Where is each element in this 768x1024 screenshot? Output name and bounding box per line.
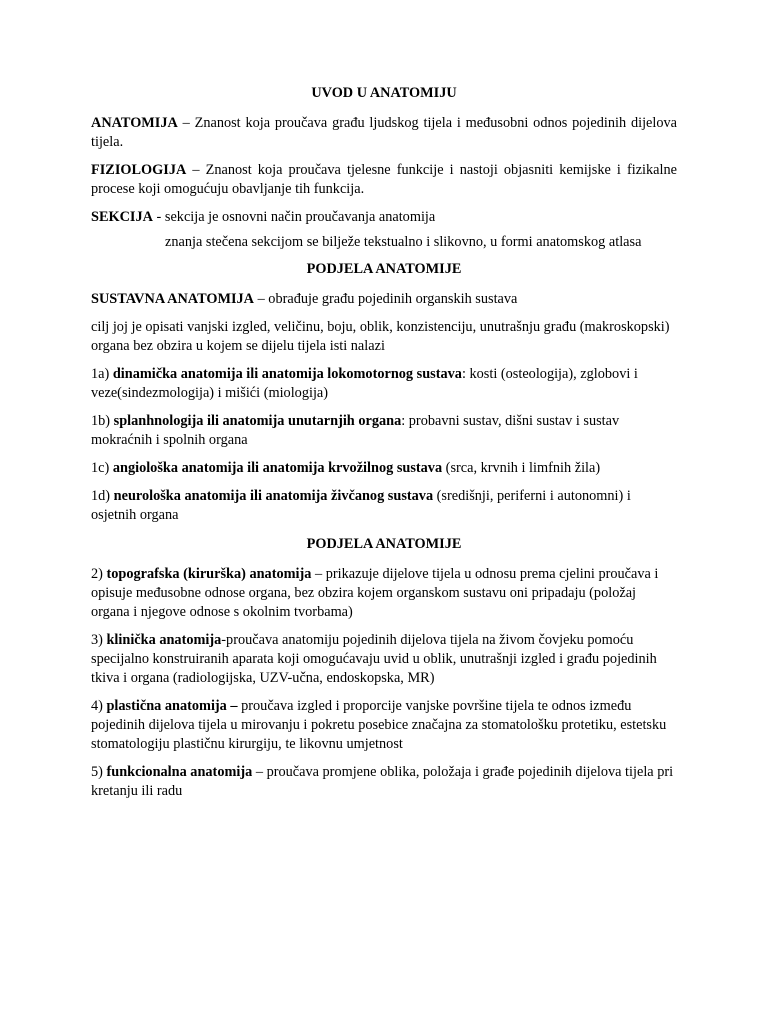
item-text: – proučava promjene oblika, položaja i građe pojedinih dijelova tijela pri kretanju ili radu bbox=[91, 764, 674, 799]
definition-sekcija bbox=[91, 208, 677, 227]
item-2 bbox=[91, 565, 677, 622]
sub-item-1c bbox=[91, 459, 677, 478]
item-text: (srca, krvnih i limfnih žila) bbox=[442, 460, 601, 476]
section-heading: PODJELA ANATOMIJE bbox=[306, 261, 462, 277]
item-term: angiološka anatomija ili anatomija krvožilnog sustava bbox=[112, 460, 443, 476]
item-number: 1d) bbox=[91, 488, 114, 504]
sekcija-note: znanja stečena sekcijom se bilježe tekstualno i slikovno, u formi anatomskog atlasa bbox=[165, 234, 642, 250]
definition-term: SUSTAVNA ANATOMIJA bbox=[91, 291, 254, 307]
definition-fiziologija bbox=[91, 161, 677, 199]
item-term: neurološka anatomija ili anatomija živčanog sustava bbox=[113, 488, 434, 504]
item-term: topografska (kirurška) anatomija bbox=[106, 566, 312, 582]
item-4 bbox=[91, 697, 677, 754]
definition-text: – Znanost koja proučava tjelesne funkcije i nastoji objasniti kemijske i fizikalne procese koji omogućuju obavljanje tih funkcija. bbox=[91, 162, 677, 197]
section-heading: PODJELA ANATOMIJE bbox=[306, 536, 462, 552]
item-text: (središnji, periferni i autonomni) i osjetnih organa bbox=[91, 488, 631, 523]
definition-text: - sekcija je osnovni način proučavanja anatomija bbox=[152, 209, 436, 225]
item-number: 2) bbox=[91, 566, 107, 582]
definition-term: FIZIOLOGIJA bbox=[91, 162, 187, 178]
definition-term: SEKCIJA bbox=[91, 209, 153, 225]
item-term: dinamička anatomija ili anatomija lokomotornog sustava bbox=[112, 366, 462, 382]
definition-text: – obrađuje građu pojedinih organskih sustava bbox=[254, 291, 518, 307]
item-text: – prikazuje dijelove tijela u odnosu prema cjelini proučava i opisuje međusobne odnose organa, bez obzira kojem organskom sustavu oni pripadaju (položaj organa i njegove odnose s okolnim tvorbama) bbox=[91, 566, 659, 620]
definition-text: – Znanost koja proučava građu ljudskog tijela i međusobni odnos pojedinih dijelova tijela. bbox=[91, 115, 677, 150]
sub-item-1b bbox=[91, 412, 677, 450]
item-number: 1a) bbox=[91, 366, 113, 382]
item-number: 5) bbox=[91, 764, 107, 780]
item-text: : kosti (osteologija), zglobovi i veze(sindezmologija) i mišići (miologija) bbox=[91, 366, 638, 401]
item-term: funkcionalna anatomija bbox=[106, 764, 253, 780]
item-number: 1b) bbox=[91, 413, 114, 429]
item-text: : probavni sustav, dišni sustav i sustav mokraćnih i spolnih organa bbox=[91, 413, 620, 448]
sub-item-1d bbox=[91, 487, 677, 525]
item-5 bbox=[91, 763, 677, 801]
item-text: proučava izgled i proporcije vanjske površine tijela te odnos između pojedinih dijelova tijela u mirovanju i pokretu posebice značajna za stomatološku protetiku, estetsku stomatologiju plastičnu kirurgiju, te likovnu umjetnost bbox=[91, 698, 667, 752]
definition-term: ANATOMIJA bbox=[91, 115, 178, 131]
sustavna-anatomija bbox=[91, 290, 677, 309]
item-3 bbox=[91, 631, 677, 688]
item-number: 3) bbox=[91, 632, 107, 648]
definition-anatomija bbox=[91, 114, 677, 152]
item-term: klinička anatomija bbox=[106, 632, 222, 648]
item-number: 1c) bbox=[91, 460, 113, 476]
page-title: UVOD U ANATOMIJU bbox=[311, 85, 457, 101]
sub-item-1a bbox=[91, 365, 677, 403]
item-number: 4) bbox=[91, 698, 107, 714]
item-text: -proučava anatomiju pojedinih dijelova tijela na živom čovjeku pomoću specijalno konstruiranih aparata koji omogućavaju uvid u oblik, unutrašnji izgled i građu pojedinih tkiva i organa (radiologijska, UZV-učna, endoskopska, MR) bbox=[91, 632, 657, 686]
sustavna-description: cilj joj je opisati vanjski izgled, veličinu, boju, oblik, konzistenciju, unutrašnju građu (makroskopski) organa bez obzira u kojem se dijelu tijela isti nalazi bbox=[91, 319, 670, 354]
item-term: plastična anatomija – bbox=[106, 698, 238, 714]
item-term: splanhnologija ili anatomija unutarnjih organa bbox=[113, 413, 402, 429]
